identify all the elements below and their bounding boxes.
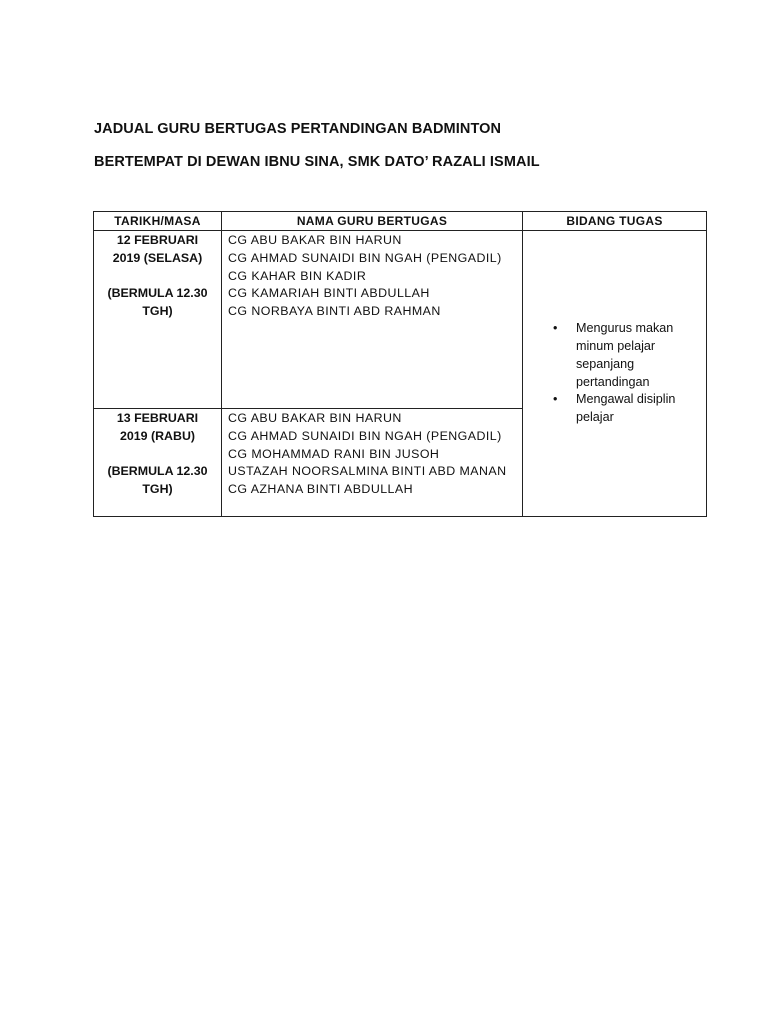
teacher-name: CG AZHANA BINTI ABDULLAH (228, 482, 414, 497)
document-subtitle-venue: BERTEMPAT DI DEWAN IBNU SINA, SMK DATO’ RAZALI ISMAIL (94, 154, 540, 170)
duty-text: Mengawal disiplin pelajar (576, 392, 676, 425)
header-date-time: TARIKH/MASA (94, 212, 222, 231)
header-teacher-names: NAMA GURU BERTUGAS (222, 212, 523, 231)
time-line: (BERMULA 12.30 (107, 464, 208, 479)
bullet-icon: • (553, 392, 558, 407)
table-header-row (94, 212, 707, 231)
time-line: (BERMULA 12.30 (107, 286, 208, 301)
duty-item (553, 391, 696, 427)
date-line: 2019 (SELASA) (112, 250, 203, 265)
time-line: TGH) (142, 482, 173, 497)
teacher-name: CG ABU BAKAR BIN HARUN (228, 233, 402, 247)
teacher-name: USTAZAH NOORSALMINA BINTI ABD MANAN (228, 464, 507, 479)
teacher-name: CG ABU BAKAR BIN HARUN (228, 411, 402, 425)
date-cell (94, 409, 222, 517)
teacher-name: CG AHMAD SUNAIDI BIN NGAH (PENGADIL) (228, 250, 502, 265)
duty-list (523, 320, 706, 427)
teacher-name: CG KAMARIAH BINTI ABDULLAH (228, 286, 430, 301)
duty-area-cell (523, 231, 707, 517)
date-line: 2019 (RABU) (119, 428, 196, 443)
teacher-name: CG MOHAMMAD RANI BIN JUSOH (228, 446, 440, 461)
date-line: 12 FEBRUARI (116, 233, 199, 247)
bullet-icon: • (553, 321, 558, 336)
teacher-name: CG NORBAYA BINTI ABD RAHMAN (228, 304, 441, 319)
teacher-names-cell (222, 231, 523, 409)
header-duty-area: BIDANG TUGAS (523, 212, 707, 231)
time-line: TGH) (142, 304, 173, 319)
date-cell (94, 231, 222, 409)
date-line: 13 FEBRUARI (116, 411, 199, 425)
teacher-name: CG AHMAD SUNAIDI BIN NGAH (PENGADIL) (228, 428, 502, 443)
table-row (94, 231, 707, 409)
duty-item (553, 320, 696, 391)
teacher-name: CG KAHAR BIN KADIR (228, 268, 367, 283)
teacher-names-cell (222, 409, 523, 517)
duty-text: Mengurus makan minum pelajar sepanjang pertandingan (576, 321, 674, 389)
document-title: JADUAL GURU BERTUGAS PERTANDINGAN BADMINTON (94, 121, 502, 137)
duty-schedule-table (93, 211, 707, 517)
